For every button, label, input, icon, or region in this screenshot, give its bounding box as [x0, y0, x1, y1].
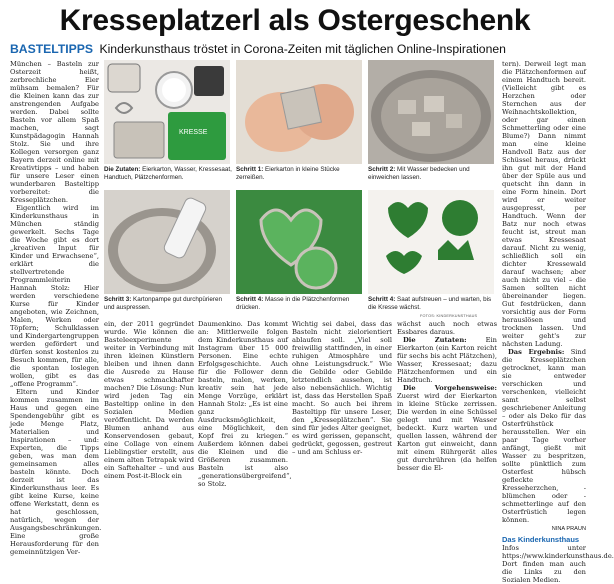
caption: Schritt 3: Kartonpampe gut durchpürieren und auspressen.	[104, 296, 222, 311]
info-box-title: Das Kinderkunsthaus	[502, 535, 580, 544]
caption: Schritt 4: Saat aufstreuen – und warten, bis die Kresse wächst.	[368, 296, 492, 311]
info-box-text: Infos unter https://www.kinderkunsthaus.de. Dort finden man auch die Links zu den Sozialen Medien.	[502, 544, 614, 584]
photo-step-1	[236, 60, 362, 164]
paragraph: wächst auch noch etwas Essbares daraus.	[397, 320, 497, 336]
photo-credit: FOTOS: KINDERKUNSTHAUS	[420, 314, 478, 318]
photo-step-2	[368, 60, 494, 164]
subheadline-row	[10, 42, 585, 56]
paragraph: Die Vorgehensweise: Zuerst wird der Eierkarton in kleine Stücke zerrissen. Die werden in eine Schüssel gelegt und mit Wasser bedeckt. Kurz warten und quellen lassen, während der Karton gut einweicht, dann mit einem Rührgerät alles gut durchrühren (da helfen besser die El-	[397, 384, 497, 472]
article-column-1	[10, 60, 102, 556]
article-column-5	[397, 320, 497, 472]
author-byline: NINA PRAUN	[551, 526, 586, 532]
photo-step-4-press	[236, 190, 362, 294]
subheadline: Kinderkunsthaus tröstet in Corona-Zeiten mit täglichen Online-Inspirationen	[99, 42, 506, 56]
caption: Schritt 2: Mit Wasser bedecken und einweichen lassen.	[368, 166, 470, 181]
caption: Schritt 4: Masse in die Plätzchenformen drücken.	[236, 296, 350, 311]
paragraph: Eltern und Kinder kommen zusammen im Haus und gegen eine Spendengebühr gibt es jede Menge Platz, Materialien und Inspirationen – und: Experten, die Tipps geben, was man dem gemeinsamen alles basteln könnte. Doch derzeit ist das Kinderkunsthaus leer. Es gibt keine Kurse, keine offene Werkstatt, denn es hat geschlossen, natürlich, wegen der Ausgangsbeschränkungen. Eine große Herausforderung für den gemeinnützigen Ver-	[10, 388, 102, 556]
paragraph: Daumenkino. Das kommt an: Mittlerweile folgen dem Kinderkunsthaus auf Instagram über 15 000 Personen. Eine echte Erfolgsgeschichte. Auch für die Follower denn basteln, malen, werken, kreativ sein hat jede Menge Vorzüge, erklärt Hannah Stolz: „Es ist eine ganz Ausdrucksmöglichkeit, eine Möglichkeit, den Kopf frei zu kriegen.“ Außerdem können dabei die Kleinen und die Größeren zusammen. Basteln ist also „generationsübergreifend“, so Stolz.	[198, 320, 292, 488]
paragraph: ein, der 2011 gegründet wurde. Wie können die Basteleexperimente weiter in Verbindung mit ihren kleinen Künstlern bleiben und ihnen dann die Ausrede zu Hause etwas schmackhafter machen? Die Lösung: Nun wird jeden Tag ein Basteltipp online in den Sozialen Medien veröffentlicht. Da werden Blumen anhand aus Konservendosen gebaut, eine Collage von einem Lieblingstier erstellt, aus einem alten Tetrapak wird ein Saftehalter – und aus einem Post-it-Block ein	[104, 320, 194, 480]
photo-step-3	[104, 190, 230, 294]
caption: Schritt 1: Eierkarton in kleine Stücke zerreißen.	[236, 166, 340, 181]
photo-ingredients	[104, 60, 230, 164]
article-column-3	[198, 320, 292, 488]
article-column-2	[104, 320, 194, 480]
paragraph: tern). Derweil legt man die Plätzchenformen auf einem Handtuch bereit. (Vielleicht gibt es Herzchen oder Sternchen aus der Weihnachtskollektion, oder gar einen Schmetterling oder eine Blume?) Dann nimmt man eine kleine Handvoll Batz aus der Schüssel heraus, drückt ihn gut mit der Hand über der Spüle aus und quetscht ihn dann in eine Form hinein. Dort wird er weiter ausgepresst, per Handtuch. Wenn der Batz nur noch etwas feucht ist, streut man etwas Kressesaat darauf. Nicht zu wenig, schließlich soll ein dichter Kressewald darauf wachsen; aber auch nicht zu viel – die Samen sollten nicht übereinander liegen. Gut festdrücken, dann vorsichtig aus der Form herauslösen und trocknen lassen. Und weiter geht's zur nächsten Ladung.	[502, 60, 586, 348]
headline: Kresseplatzerl als Ostergeschenk	[59, 4, 531, 37]
paragraph: Das Ergebnis: Sind die Kresseplätzchen getrocknet, kann man sie entweder verschicken und verschenken, vielleicht samt selbst geschriebener Anleitung – oder als Deko für das Osterfrühstück herausstellen. Wer ein paar Tage vorher anfängt, gießt mit Wasser zu bespritzen, sollte pünktlich zum Osterfest hübsch gefleckte Kresseherzchen, -blümchen oder -schmetterlinge auf den Osterfrüstich legen können.	[502, 348, 586, 524]
article-column-6	[502, 60, 614, 584]
paragraph: Wichtig sei dabei, dass das Basteln nicht zielorientiert ablaufen soll. „Viel soll freiwillig stattfinden, in einer ruhigen Atmosphäre und ohne Leistungsdruck.“ Wie die Gebilde oder Gebilde letztendlich aussehen, ist also nebensächlich. Wichtig ist, dass das Herstellen Spaß macht. So auch bei ihrem Basteltipp für unsere Leser, den „Kresseplätzchen“. Sie sind für jedes Alter geeignet, es wird gerissen, gepanscht, gedrückt, gegossen, gestreut – und am Schluss er-	[292, 320, 392, 456]
photo-step-5-cress	[368, 190, 494, 294]
paragraph: Die Zutaten: Ein Eierkarton (ein Karton reicht für sechs bis acht Plätzchen), Wasser, Kressesaat; dazu Plätzchenformen und ein Handtuch.	[397, 336, 497, 384]
section-kicker: BASTELTIPPS	[10, 42, 94, 56]
article-column-4	[292, 320, 392, 456]
paragraph: München – Basteln zur Osterzeit heißt, zerbrechliche Eier mühsam bemalen? Für die Kleinen kann das zur anstrengenden Aufgabe werden. Dabei sollte Basteln vor allem Spaß machen, sagt Kunstpädagogin Hannah Stolz. Sie und ihre Kollegen versorgen ganz Bayern derzeit online mit Kreativtipps – und haben für unsere Leser einen wunderbaren Basteltipp vorbereitet: die Kresseplätzchen.	[10, 60, 99, 204]
caption: Die Zutaten: Eierkarton, Wasser, Kressesaat, Handtuch, Plätzchenformen.	[104, 166, 232, 181]
paragraph: Eigentlich wird im Kinderkunsthaus in München ständig gewerkelt. Sechs Tage die Woche gibt es dort „kreativen Input für Kinder und Erwachsene“, erklärt die stellvertretende Programmleiterin Hannah Stolz: Hier werden verschiedene Kurse für Kinder angeboten, wie Zeichnen, Malen, Werken oder Töpfern; Schulklassen und Kindergartengruppen werden gefördert und dürfen sonst kostenlos zu Besuch kommen, für alle, die spontan loslegen wollen, gibt es das „offene Programm“.	[10, 204, 99, 388]
svg-text:KRESSE: KRESSE	[179, 129, 208, 136]
